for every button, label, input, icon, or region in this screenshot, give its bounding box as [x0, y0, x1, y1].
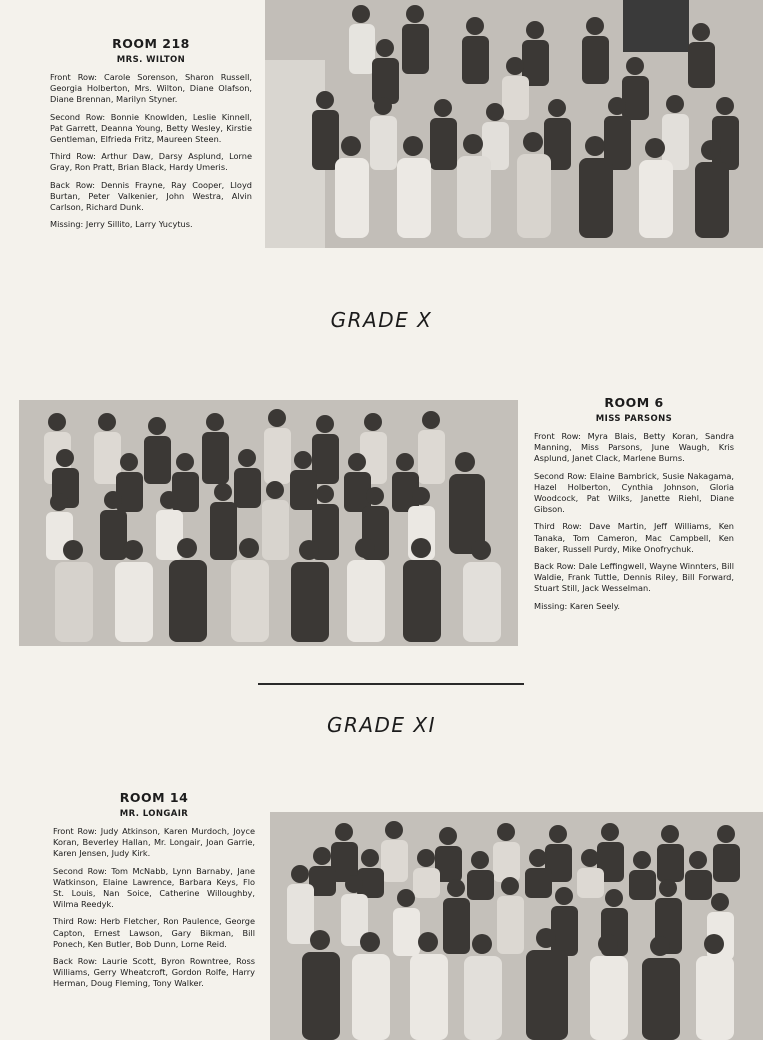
room-title: ROOM 14	[119, 790, 189, 805]
row-caption: Front Row: Judy Atkinson, Karen Murdoch, Joyce Koran, Beverley Hallan, Mr. Longair, Joan Garrie, Karen Jensen, Judy Kirk.	[53, 826, 256, 859]
row-caption: Second Row: Tom McNabb, Lynn Barnaby, Jane Watkinson, Elaine Lawrence, Barbara Keys, Flo St. Louis, Nan Soice, Catherine Willoughby, Wilma Reedyk.	[53, 865, 255, 910]
teacher-name: MR. LONGAIR	[119, 809, 189, 819]
teacher-name: MISS PARSONS	[595, 414, 673, 424]
row-caption: Front Row: Myra Blais, Betty Koran, Sandra Manning, Miss Parsons, June Waugh, Kris Asplund, Janet Clack, Marlene Burns.	[534, 431, 734, 464]
photo-silhouettes	[270, 812, 763, 1040]
row-caption: Missing: Karen Seely.	[534, 600, 620, 611]
caption-room-218	[50, 36, 252, 236]
photo-silhouettes	[19, 400, 518, 646]
room-title: ROOM 6	[604, 395, 664, 410]
grade-heading: GRADE XI	[326, 713, 437, 737]
row-caption: Back Row: Dennis Frayne, Ray Cooper, Lloyd Burtan, Peter Valkenier, John Westra, Alvin Carlson, Richard Dunk.	[50, 179, 252, 213]
row-caption: Missing: Jerry Sillito, Larry Yucytus.	[50, 219, 193, 230]
class-photo-room-6	[19, 400, 518, 646]
divider-rule	[258, 683, 524, 685]
row-caption: Third Row: Arthur Daw, Darsy Asplund, Lorne Gray, Ron Pratt, Brian Black, Hardy Umeris.	[50, 151, 252, 173]
row-caption: Third Row: Herb Fletcher, Ron Paulence, George Capton, Ernest Lawson, Gary Bikman, Bill Ponech, Ken Butler, Bob Dunn, Lorne Reid.	[53, 916, 256, 949]
class-photo-room-218	[265, 0, 763, 248]
row-caption: Back Row: Laurie Scott, Byron Rowntree, Ross Williams, Gerry Wheatcroft, Gordon Rolfe, Harry Herman, Doug Fleming, Tony Walker.	[53, 956, 255, 989]
row-caption: Second Row: Bonnie Knowlden, Leslie Kinnell, Pat Garrett, Deanna Young, Betty Wesley, Kirstie Gentleman, Elfrieda Fritz, Maureen Steen.	[50, 111, 252, 145]
row-caption: Back Row: Dale Leffingwell, Wayne Winnters, Bill Waldie, Frank Tuttle, Dennis Riley, Bill Forward, Stuart Still, Jack Wesselman.	[534, 561, 734, 594]
row-caption: Third Row: Dave Martin, Jeff Williams, Ken Tanaka, Tom Cameron, Mac Campbell, Ken Baker, Russell Purdy, Mike Onofrychuk.	[534, 521, 734, 554]
room-title: ROOM 218	[112, 36, 190, 51]
caption-room-14	[53, 790, 255, 996]
photo-silhouettes	[265, 0, 763, 248]
class-photo-room-14	[270, 812, 763, 1040]
teacher-name: MRS. WILTON	[116, 55, 186, 65]
row-caption: Front Row: Carole Sorenson, Sharon Russell, Georgia Holberton, Mrs. Wilton, Diane Olafson, Diane Brennan, Marilyn Styner.	[50, 72, 252, 105]
row-caption: Second Row: Elaine Bambrick, Susie Nakagama, Hazel Holberton, Cynthia Johnson, Gloria Woodcock, Pat Wilks, Janette Riehl, Diane Gibson.	[534, 470, 735, 515]
grade-heading: GRADE X	[330, 308, 433, 332]
caption-room-6	[534, 395, 734, 618]
